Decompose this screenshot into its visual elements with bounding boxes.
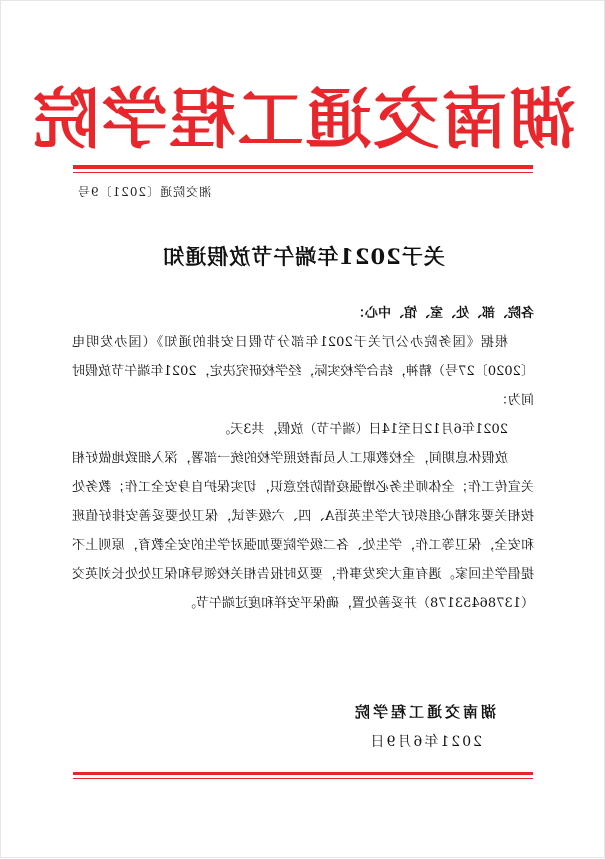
salutation: 各院、部、处、室、馆、中心： (351, 306, 534, 321)
masthead-title: 湖南交通工程学院 (31, 80, 576, 158)
paragraph-2: 2021年6月12日至14日（端午节）放假，共3天。 (217, 422, 508, 437)
signatory: 湖南交通工程学院 (351, 703, 496, 721)
issue-date: 2021年6月9日 (368, 734, 482, 750)
footer-rule-thin (73, 778, 533, 779)
document-number: 湘交院通〔2021〕9号 (77, 185, 212, 199)
paragraph-3: 放假休息期间，全校教职工人员请按照学校的统一部署，深入细致地做好相关宣传工作；全体师生务必增强疫情防控意识，切实保护自身安全工作；教务处按相关要求精心组织好大学生英语A、四、六级考试，保卫处要妥善安排好值班和安全，保卫等工作，学生处、各二级学院要加强对学生的安全教育，原则上不提倡学生回家。遇有重大突发事件，要及时报告相关校领导和保卫处处长刘英交（13786453178）并妥善处置，确保平安祥和度过端午节。 (72, 451, 534, 611)
masthead-rule-thick (73, 165, 533, 169)
document-title: 关于2021年端午节放假通知 (162, 244, 445, 269)
mirrored-scan (1, 1, 605, 859)
masthead-rule-thin (73, 172, 533, 173)
document-body (72, 299, 534, 618)
footer-rule-thick (73, 772, 533, 775)
paragraph-1: 根据《国务院办公厅关于2021年部分节假日安排的通知》（国办发明电〔2020〕27号）精神，结合学校实际，经学校研究决定，2021年端午节放假时间为： (72, 335, 534, 408)
